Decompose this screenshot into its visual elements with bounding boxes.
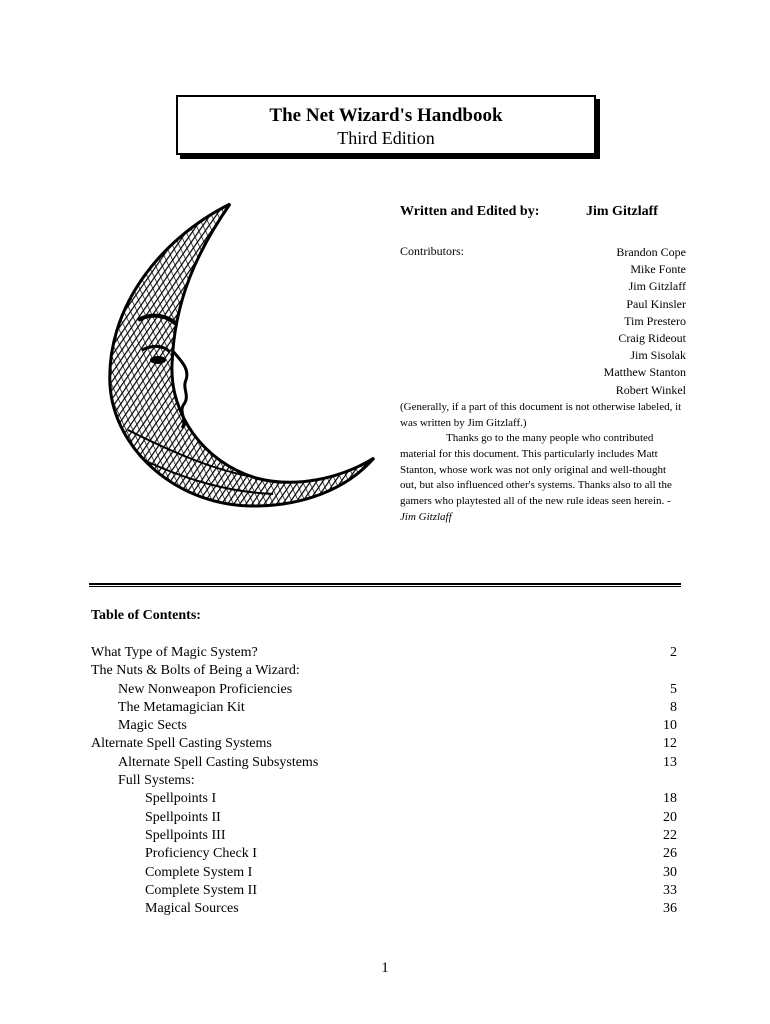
contributors-row <box>400 244 690 399</box>
toc-entry[interactable] <box>91 809 677 827</box>
credits-block <box>400 204 690 525</box>
toc-entry[interactable] <box>91 662 677 680</box>
toc-entry-page: 26 <box>663 846 677 862</box>
contributor-name: Matthew Stanton <box>603 365 686 380</box>
toc-entry-label: Spellpoints III <box>145 827 226 843</box>
contributor-name: Tim Prestero <box>624 313 686 328</box>
thanks-signature: Jim Gitzlaff <box>400 510 452 523</box>
toc-entry-page: 30 <box>663 864 677 880</box>
toc-entry[interactable] <box>91 900 677 918</box>
toc-entry-label: Magic Sects <box>118 718 187 734</box>
toc-entry-label: Complete System I <box>145 864 253 880</box>
title-box <box>176 95 596 155</box>
toc-entry[interactable] <box>91 754 677 772</box>
contributor-name: Jim Sisolak <box>630 348 686 363</box>
page-number: 1 <box>381 960 389 976</box>
contributors-label: Contributors: <box>400 244 465 258</box>
toc-entry-page: 10 <box>663 718 677 734</box>
toc-entry[interactable] <box>91 827 677 845</box>
toc-entry[interactable] <box>91 845 677 863</box>
table-of-contents <box>91 644 677 918</box>
contributor-name: Craig Rideout <box>618 331 686 346</box>
author-name: Jim Gitzlaff <box>586 204 658 219</box>
toc-entry-label: Proficiency Check I <box>145 846 257 862</box>
toc-entry[interactable] <box>91 717 677 735</box>
toc-entry-page: 8 <box>670 699 677 715</box>
thanks-text: Thanks go to the many people who contributed material for this document. This particularly includes Matt Stanton, whose work was not only original and well-thought out, but also influenced other's systems. Thanks also to all the gamers who playtested all of the new rule ideas seen herein. - <box>400 432 672 508</box>
toc-entry-label: The Metamagician Kit <box>118 699 245 715</box>
contributor-name: Brandon Cope <box>616 245 686 259</box>
toc-entry-label: Complete System II <box>145 882 257 898</box>
toc-entry-page: 22 <box>663 827 677 843</box>
toc-entry[interactable] <box>91 699 677 717</box>
contributor-name: Robert Winkel <box>615 382 686 397</box>
toc-entry-label: Alternate Spell Casting Systems <box>91 736 272 752</box>
contributor-name: Jim Gitzlaff <box>628 279 686 294</box>
document-title: The Net Wizard's Handbook <box>269 105 503 126</box>
toc-entry-page: 12 <box>663 736 677 752</box>
toc-entry-label: What Type of Magic System? <box>91 645 258 660</box>
toc-entry-label: Full Systems: <box>118 773 195 789</box>
toc-entry-page: 2 <box>670 645 677 660</box>
contributor-name: Mike Fonte <box>630 262 686 277</box>
toc-entry-label: Alternate Spell Casting Subsystems <box>118 754 319 770</box>
toc-entry-page: 33 <box>663 882 677 898</box>
acknowledgement-note <box>400 400 685 526</box>
toc-entry[interactable] <box>91 644 677 662</box>
thanks-paragraph <box>400 431 685 525</box>
toc-entry[interactable] <box>91 790 677 808</box>
toc-entry[interactable] <box>91 772 677 790</box>
written-by-row <box>400 204 690 224</box>
toc-entry-label: New Nonweapon Proficiencies <box>118 681 293 697</box>
toc-entry[interactable] <box>91 882 677 900</box>
toc-entry-label: The Nuts & Bolts of Being a Wizard: <box>91 663 300 679</box>
toc-entry[interactable] <box>91 735 677 753</box>
toc-entry[interactable] <box>91 864 677 882</box>
toc-entry-page: 5 <box>670 681 677 697</box>
written-by-label: Written and Edited by: <box>400 204 540 219</box>
edition-subtitle: Third Edition <box>337 128 435 148</box>
authorship-note: (Generally, if a part of this document is not otherwise labeled, it was written by Jim Gitzlaff.) <box>400 400 682 429</box>
toc-heading: Table of Contents: <box>91 608 201 623</box>
toc-entry-label: Spellpoints II <box>145 809 221 825</box>
toc-entry[interactable] <box>91 681 677 699</box>
section-divider <box>89 583 681 587</box>
toc-entry-label: Spellpoints I <box>145 791 217 807</box>
toc-entry-page: 13 <box>663 754 677 770</box>
toc-entry-label: Magical Sources <box>145 901 239 917</box>
crescent-moon-illustration <box>98 200 380 516</box>
toc-entry-page: 20 <box>663 809 677 825</box>
toc-entry-page: 36 <box>663 901 677 917</box>
contributor-name: Paul Kinsler <box>626 296 686 311</box>
toc-entry-page: 18 <box>663 791 677 807</box>
contributors-list <box>550 244 686 399</box>
